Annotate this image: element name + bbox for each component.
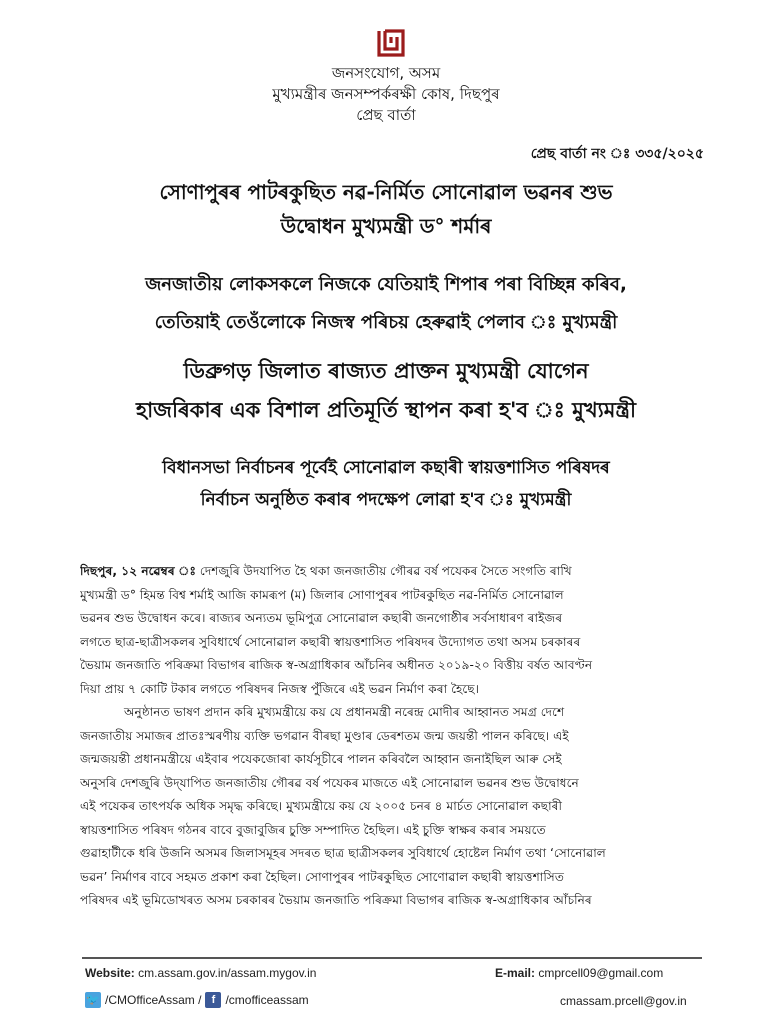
press-release-number: প্ৰেছ বাৰ্তা নং ঃ ৩৩৫/২০২৫ bbox=[530, 146, 704, 162]
footer-email bbox=[495, 966, 663, 980]
twitter-handle[interactable]: /CMOfficeAssam / bbox=[105, 993, 202, 1007]
footer-email-2[interactable]: cmassam.prcell@gov.in bbox=[560, 994, 687, 1008]
body-line: লগতে ছাত্ৰ-ছাত্ৰীসকলৰ সুবিধাৰ্থে সোনোৱাল কছাৰী স্বায়ত্তশাসিত পৰিষদৰ উদ্যোগত তথা অসম চৰকাৰৰ bbox=[80, 634, 581, 649]
body-line: অনুসৰি দেশজুৰি উদ্‌যাপিত জনজাতীয় গৌৰৱ বৰ্ষ পযেকৰ মাজতে এই সোনোৱাল ভৱনৰ শুভ উদ্বোধনে bbox=[80, 775, 579, 790]
email-link[interactable]: cmprcell09@gmail.com bbox=[535, 966, 664, 980]
jansanyog-logo-icon bbox=[376, 28, 406, 58]
subheadline-2-line-2: হাজৰিকাৰ এক বিশাল প্ৰতিমূৰ্তি স্থাপন কৰা হ'ব ঃ মুখ্যমন্ত্ৰী bbox=[136, 398, 636, 422]
footer-website bbox=[85, 966, 316, 980]
facebook-icon: f bbox=[205, 992, 221, 1008]
body-line-text: দেশজুৰি উদযাপিত হৈ থকা জনজাতীয় গৌৰৱ বৰ্ষ পযেকৰ সৈতে সংগতি ৰাখি bbox=[196, 564, 572, 578]
body-line bbox=[80, 560, 706, 584]
facebook-handle[interactable]: /cmofficeassam bbox=[225, 993, 309, 1007]
body-line: গুৱাহাটীকে ধৰি উজনি অসমৰ জিলাসমূহৰ সদৰত ছাত্ৰ ছাত্ৰীসকলৰ সুবিধাৰ্থে হোষ্টেল নিৰ্মাণ তথা ‘সোনোৱাল bbox=[80, 846, 606, 860]
footer-divider bbox=[82, 957, 702, 959]
main-headline-line-2: উদ্বোধন মুখ্যমন্ত্ৰী ড° শৰ্মাৰ bbox=[280, 214, 492, 238]
subheadline-1-line-2: তেতিয়াই তেওঁলোকে নিজস্ব পৰিচয় হেৰুৱাই পেলাব ঃ মুখ্যমন্ত্ৰী bbox=[154, 312, 618, 333]
body-line: পৰিষদৰ এই ভূমিডোখৰত অসম চৰকাৰৰ ভৈয়াম জনজাতি পৰিক্ৰমা বিভাগৰ ৰাজিক স্ব-অগ্ৰাধিকাৰ আঁচনিৰ bbox=[80, 893, 592, 907]
subheadline-1-line-1: জনজাতীয় লোকসকলে নিজকে যেতিয়াই শিপাৰ পৰা বিচ্ছিন্ন কৰিব, bbox=[145, 274, 627, 295]
body-line: এই পযেকৰ তাৎপৰ্যক অধিক সমৃদ্ধ কৰিছে। মুখ্যমন্ত্ৰীয়ে কয় যে ২০০৫ চনৰ ৪ মাৰ্চত সোনোৱাল কছাৰী bbox=[80, 799, 562, 813]
body-line: ভৱনৰ শুভ উদ্বোধন কৰে। ৰাজ্যৰ অন্যতম ভূমিপুত্ৰ সোনোৱাল কছাৰী জনগোষ্ঠীৰ সৰ্বসাধাৰণ ৰাইজৰ bbox=[80, 611, 563, 625]
body-line: জনজাতীয় সমাজৰ প্ৰাতঃস্মৰণীয় ব্যক্তি ভগৱান বীৰছা মুণ্ডাৰ ডেৰশতম জন্ম জয়ন্তী পালন কৰিছে। এই bbox=[80, 728, 569, 743]
body-line: দিয়া প্ৰায় ৭ কোটি টকাৰ লগতে পৰিষদৰ নিজস্ব পুঁজিৰে এই ভৱন নিৰ্মাণ কৰা হৈছে। bbox=[80, 681, 480, 696]
doc-type: প্ৰেছ বাৰ্তা bbox=[356, 106, 416, 124]
dateline: দিছপুৰ, ১২ নৱেম্বৰ ঃ bbox=[80, 564, 196, 578]
body-line: ভৈয়াম জনজাতি পৰিক্ৰমা বিভাগৰ ৰাজিক স্ব-অগ্ৰাধিকাৰ আঁচনিৰ অধীনত ২০১৯-২০ বিত্তীয় বৰ্ষত আবণ্টন bbox=[80, 658, 593, 672]
body-text bbox=[80, 560, 706, 913]
body-line-paragraph-start: অনুষ্ঠানত ভাষণ প্ৰদান কৰি মুখ্যমন্ত্ৰীয়ে কয় যে প্ৰধানমন্ত্ৰী নৰেন্দ্ৰ মোদীৰ আহ্বানত সমগ্ৰ দেশে bbox=[124, 705, 565, 719]
twitter-icon: 🐦 bbox=[86, 994, 100, 1006]
body-line: স্বায়ত্তশাসিত পৰিষদ গঠনৰ বাবে বুজাবুজিৰ চুক্তি সম্পাদিত হৈছিল। এই চুক্তি স্বাক্ষৰ কৰাৰ সময়তে bbox=[80, 822, 546, 837]
subheadline-3-line-1: বিধানসভা নিৰ্বাচনৰ পূৰ্বেই সোনোৱাল কছাৰী স্বায়ত্তশাসিত পৰিষদৰ bbox=[162, 458, 610, 478]
main-headline-line-1: সোণাপুৰৰ পাটৰকুছিত নৱ-নিৰ্মিত সোনোৱাল ভৱনৰ শুভ bbox=[159, 180, 613, 204]
body-line: জন্মজয়ন্তী প্ৰধানমন্ত্ৰীয়ে এইবাৰ পযেকজোৰা কাৰ্যসূচীৰে পালন কৰিবলৈ আহ্বান জনাইছিল আৰু সেই bbox=[80, 752, 562, 766]
website-link[interactable]: cm.assam.gov.in/assam.mygov.in bbox=[134, 966, 317, 980]
body-line: ভৱন’ নিৰ্মাণৰ বাবে সহমত প্ৰকাশ কৰা হৈছিল। সোণাপুৰৰ পাটৰকুছিত সোণোৱাল কছাৰী স্বায়ত্তশাসিত bbox=[80, 869, 564, 884]
website-label: Website: bbox=[85, 966, 135, 980]
email-label: E-mail: bbox=[495, 966, 536, 980]
org-name: জনসংযোগ, অসম bbox=[331, 64, 441, 82]
subheadline-3-line-2: নিৰ্বাচন অনুষ্ঠিত কৰাৰ পদক্ষেপ লোৱা হ'ব ঃ মুখ্যমন্ত্ৰী bbox=[200, 490, 572, 510]
body-line: মুখ্যমন্ত্ৰী ড° হিমন্ত বিশ্ব শৰ্মাই আজি কামৰূপ (ম) জিলাৰ সোণাপুৰৰ পাটৰকুছিত নৱ-নিৰ্মিত সোনোৱাল bbox=[80, 587, 564, 602]
subheadline-2-line-1: ডিব্ৰুগড় জিলাত ৰাজ্যত প্ৰাক্তন মুখ্যমন্ত্ৰী যোগেন bbox=[183, 359, 589, 383]
office-name: মুখ্যমন্ত্ৰীৰ জনসম্পৰ্কৰক্ষী কোষ, দিছপুৰ bbox=[272, 85, 500, 103]
footer-social bbox=[85, 992, 309, 1008]
